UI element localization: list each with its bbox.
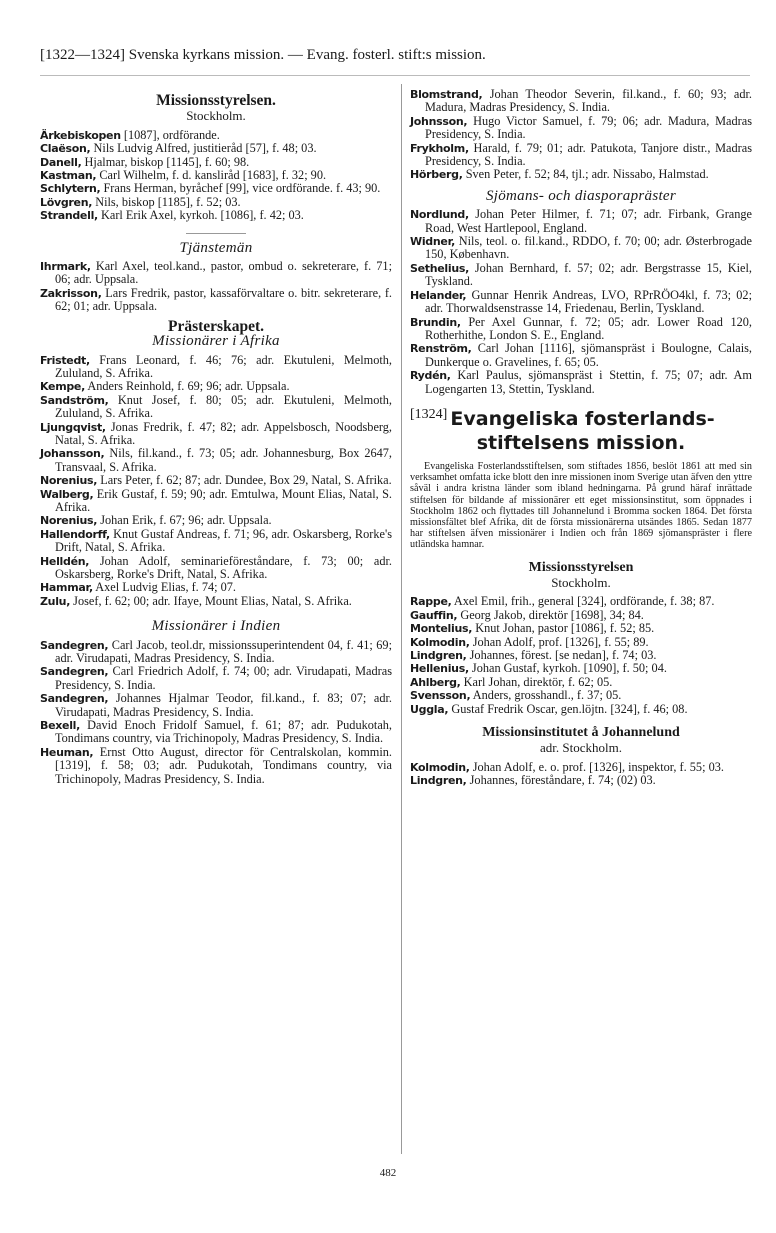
entry-text: Lars Fredrik, pastor, kassaförvaltare o. bitr. sekreterare, f. 62; 01; adr. Uppsala. [55,285,392,314]
entry-text: Hugo Victor Samuel, f. 79; 06; adr. Madura, Madras Presidency, S. India. [425,113,752,142]
section-heading: Missionsinstitutet å Johannelund [482,725,680,741]
list-item [40,260,392,287]
list-item [40,354,392,381]
entry-name: Johnsson, [410,114,468,128]
entry-text: Nils, teol. o. fil.kand., RDDO, f. 70; 00; adr. Østerbrogade 150, København. [425,234,752,262]
entry-text: Jonas Fredrik, f. 47; 82; adr. Appelsbosch, Noodsberg, Natal, S. Afrika. [55,419,393,447]
list-item [40,474,392,487]
entry-name: Strandell, [40,209,98,223]
list-item [410,595,752,608]
column-divider [401,84,402,1154]
entry-text: Carl Johan [1116], sjömanspräst i Boulogne, Calais, Dunkerque o. Gravelines, f. 65; 05. [425,341,752,369]
entry-name: Walberg, [40,487,94,501]
list-item [40,447,392,474]
entry-name: Widner, [410,235,455,249]
entry-text: Carl Friedrich Adolf, f. 74; 00; adr. Virudapati, Madras Presidency, S. India. [55,664,392,692]
entry-name: Sandegren, [40,692,109,706]
entry-name: Helldén, [40,554,90,568]
list-item [40,421,392,448]
subsection-heading: Sjömans- och diasporapräster [485,187,677,204]
running-header: [1322—1324] Svenska kyrkans mission. — Evang. fosterl. stift:s mission. [40,47,486,63]
subsection-heading: Tjänstemän [179,239,253,256]
subsection-heading: Missionärer i Indien [151,618,281,635]
entry-text: Gunnar Henrik Andreas, LVO, RPrRÖO4kl, f. 73; 02; adr. Thorwaldsenstrasse 14, Friedenau, Berlin, Tyskland. [425,287,752,316]
list-item [410,235,752,262]
entry-text: Johannes, förest. [se nedan], f. 74; 03. [469,648,657,662]
entry-name: Sethelius, [410,261,470,275]
list-item [410,662,752,675]
entry-name: Norenius, [40,474,98,488]
entry-list [410,208,752,396]
entry-text: Josef, f. 62; 00; adr. Ifaye, Mount Elias, Natal, S. Afrika. [73,593,352,608]
entry-text: Carl Jacob, teol.dr, missionssuperintendent 04, f. 41; 69; adr. Virudapati, Madras Presidency, S. India. [55,637,392,666]
divider [186,233,246,234]
list-item [40,692,392,719]
entry-text: Erik Gustaf, f. 59; 90; adr. Emtulwa, Mount Elias, Natal, S. Afrika. [55,486,392,514]
list-item [410,774,752,787]
right-column [410,88,752,788]
entry-name: Zulu, [40,594,71,608]
list-item [410,88,752,115]
section-title-line: stiftelsens mission. [476,431,686,454]
entry-name: Claëson, [40,142,91,156]
entry-text: Johan Gustaf, kyrkoh. [1090], f. 50; 04. [471,661,667,676]
list-item [40,287,392,314]
entry-text: Anders Reinhold, f. 69; 96; adr. Uppsala. [87,379,290,394]
entry-list [410,761,752,788]
entry-name: Ärkebiskopen [40,128,121,142]
entry-name: Rappe, [410,595,452,609]
entry-name: Kolmodin, [410,635,470,649]
list-item [40,394,392,421]
entry-name: Montelius, [410,622,473,636]
entry-name: Ahlberg, [410,675,461,689]
entry-list [40,129,392,223]
section-place: Stockholm. [551,574,611,590]
entry-list [40,260,392,314]
list-item [410,703,752,716]
list-item [40,156,392,169]
entry-name: Norenius, [40,514,98,528]
list-item [40,555,392,582]
entry-text: Frans Herman, byråchef [99], vice ordförande. f. 43; 90. [103,181,381,196]
list-item [40,380,392,393]
entry-text: Knut Josef, f. 80; 05; adr. Ekutuleni, Melmoth, Zululand, S. Afrika. [55,392,392,421]
entry-name: Hammar, [40,581,93,595]
list-item [40,528,392,555]
list-item [40,196,392,209]
entry-list [410,88,752,182]
entry-text: Georg Jakob, direktör [1698], 34; 84. [460,607,644,622]
entry-name: Hörberg, [410,168,463,182]
entry-text: Johan Theodor Severin, fil.kand., f. 60; 93; adr. Madura, Madras Presidency, S. India. [425,87,753,115]
entry-text: Johannes Hjalmar Teodor, fil.kand., f. 83; 07; adr. Virudapati, Madras Presidency, S. India. [55,691,392,719]
list-item [40,209,392,222]
entry-text: Johan Adolf, prof. [1326], f. 55; 89. [472,634,649,649]
entry-list [40,354,392,609]
entry-name: Johansson, [40,447,105,461]
list-item [410,636,752,649]
entry-text: Axel Ludvig Elias, f. 74; 07. [95,580,236,595]
entry-name: Hellenius, [410,662,469,676]
entry-text: Nils Ludvig Alfred, justitieråd [57], f. 48; 03. [93,141,317,156]
entry-name: Hallendorff, [40,527,110,541]
entry-text: Karl Axel, teol.kand., pastor, ombud o. sekreterare, f. 71; 06; adr. Uppsala. [55,259,392,287]
list-item [40,665,392,692]
entry-name: Schlytern, [40,182,101,196]
entry-name: Gauffin, [410,608,458,622]
entry-name: Brundin, [410,315,461,329]
entry-text: Karl Erik Axel, kyrkoh. [1086], f. 42; 03. [101,208,304,223]
entry-text: Axel Emil, frih., general [324], ordförande, f. 38; 87. [453,594,715,609]
list-item [410,168,752,181]
entry-name: Lindgren, [410,774,467,788]
entry-text: Carl Wilhelm, f. d. kansliråd [1683], f. 32; 90. [99,168,327,183]
section-heading: Prästerskapet. [168,317,264,335]
list-item [410,342,752,369]
entry-name: Sandström, [40,393,109,407]
section-intro: Evangeliska Fosterlandsstiftelsen, som stiftades 1856, beslöt 1861 att med sin verksamhet omfatta icke blott den inre missionen inom Sverige utan äfven den yttre såväl i andra kristna länder som ibland hedningarna. På grund häraf inrättade stiftelsen för bildande af missionärer ett eget missionsinstitut, som öppnades i Stockholm 1862 och flyttades till Johannelund i Bromma socken 1864. Det första missionsfältet blef Afrika, dit de första missionärerna utsändes 1865. Sedan 1877 har stiftelsen äfven missionärer i Indien och från 1869 sjömanspräster i flere utländska hamnar. [410,460,752,551]
entry-text: Knut Johan, pastor [1086], f. 52; 85. [475,621,655,636]
list-item [40,595,392,608]
entry-name: Nordlund, [410,208,469,222]
list-item [40,639,392,666]
list-item [40,746,392,786]
entry-text: Nils, biskop [1185], f. 52; 03. [95,194,241,209]
entry-text: Johan Adolf, seminarieföreståndare, f. 73; 00; adr. Oskarsberg, Rorke's Drift, Natal, S. Afrika. [55,553,392,581]
header-rule [40,75,750,76]
entry-text: Johan Adolf, e. o. prof. [1326], inspektor, f. 55; 03. [472,759,724,774]
entry-text: Johan Bernhard, f. 57; 02; adr. Bergstrasse 15, Kiel, Tyskland. [425,260,752,289]
entry-text: Karl Paulus, sjömanspräst i Stettin, f. 75; 07; adr. Am Logengarten 13, Stettin, Tyskland. [425,368,752,396]
entry-name: Lövgren, [40,195,93,209]
entry-name: Zakrisson, [40,286,102,300]
entry-name: Ihrmark, [40,260,91,274]
list-item [410,761,752,774]
entry-text: Johannes, föreståndare, f. 74; (02) 03. [469,773,656,788]
list-item [410,369,752,396]
list-item [40,142,392,155]
entry-text: Nils, fil.kand., f. 73; 05; adr. Johannesburg, Box 2647, Transvaal, S. Afrika. [55,446,392,474]
list-item [40,169,392,182]
list-item [40,719,392,746]
list-item [40,581,392,594]
entry-text: Harald, f. 79; 01; adr. Patukota, Tanjore distr., Madras Presidency, S. India. [425,140,752,169]
section-heading: Missionsstyrelsen. [156,92,276,109]
entry-name: Ljungqvist, [40,420,106,434]
entry-name: Renström, [410,342,472,356]
entry-text: Lars Peter, f. 62; 87; adr. Dundee, Box 29, Natal, S. Afrika. [100,473,392,488]
entry-name: Svensson, [410,689,471,703]
section-title-line: Evangeliska fosterlands- [450,407,715,430]
list-item [410,622,752,635]
list-item [410,289,752,316]
list-item [410,262,752,289]
entry-name: Lindgren, [410,649,467,662]
entry-text: David Enoch Fridolf Samuel, f. 61; 87; adr. Pudukotah, Tondimans country, via Trichinopoly, Madras Presidency, S. India. [55,718,392,746]
list-item [40,488,392,515]
entry-text: Knut Gustaf Andreas, f. 71; 96, adr. Oskarsberg, Rorke's Drift, Natal, S. Afrika. [55,526,392,555]
section-title [410,408,752,455]
list-item [410,609,752,622]
entry-text: [1087], ordförande. [123,127,220,142]
subsection-heading: Missionärer i Afrika [152,333,280,350]
entry-name: Kastman, [40,169,97,183]
list-item [410,208,752,235]
section-heading: Missionsstyrelsen [528,559,634,575]
section-number: [1324] [410,406,448,422]
entry-name: Rydén, [410,369,451,383]
list-item [410,316,752,343]
list-item [40,182,392,195]
list-item [410,115,752,142]
section-place: adr. Stockholm. [540,740,622,756]
entry-list [410,595,752,716]
list-item [40,129,392,142]
entry-text: Hjalmar, biskop [1145], f. 60; 98. [84,154,250,169]
entry-text: Johan Peter Hilmer, f. 71; 07; adr. Firbank, Grange Road, West Hartlepool, England. [425,207,753,235]
entry-name: Kolmodin, [410,760,470,774]
list-item [40,514,392,527]
entry-name: Heuman, [40,745,94,759]
list-item [410,689,752,702]
section-place: Stockholm. [186,108,246,124]
entry-name: Fristedt, [40,353,90,367]
page-number: 482 [379,1167,397,1179]
entry-name: Sandegren, [40,665,109,679]
entry-name: Danell, [40,155,82,169]
entry-name: Kempe, [40,380,85,394]
entry-text: Anders, grosshandl., f. 37; 05. [472,688,622,703]
entry-name: Uggla, [410,702,449,716]
entry-text: Johan Erik, f. 67; 96; adr. Uppsala. [100,513,272,528]
entry-text: Gustaf Fredrik Oscar, gen.löjtn. [324], f. 46; 08. [451,701,688,716]
entry-text: Ernst Otto August, director för Centralskolan, kommin. [1319], f. 58; 03; adr. Pudukotah, Tondimans country, via Trichinopoly, Madras Presidency, S. India. [55,744,392,786]
entry-text: Frans Leonard, f. 46; 76; adr. Ekutuleni, Melmoth, Zululand, S. Afrika. [55,352,392,380]
entry-name: Sandegren, [40,638,109,652]
entry-text: Sven Peter, f. 52; 84, tjl.; adr. Nissabo, Halmstad. [465,167,709,182]
list-item [410,649,752,662]
entry-name: Frykholm, [410,141,469,155]
list-item [410,676,752,689]
entry-text: Karl Johan, direktör, f. 62; 05. [463,674,613,689]
entry-name: Helander, [410,288,467,302]
left-column [40,88,392,786]
list-item [410,142,752,169]
entry-text: Per Axel Gunnar, f. 72; 05; adr. Lower Road 120, Rotherhithe, London S. E., England. [425,314,752,342]
entry-list [40,639,392,786]
entry-name: Bexell, [40,719,81,733]
entry-name: Blomstrand, [410,88,483,101]
